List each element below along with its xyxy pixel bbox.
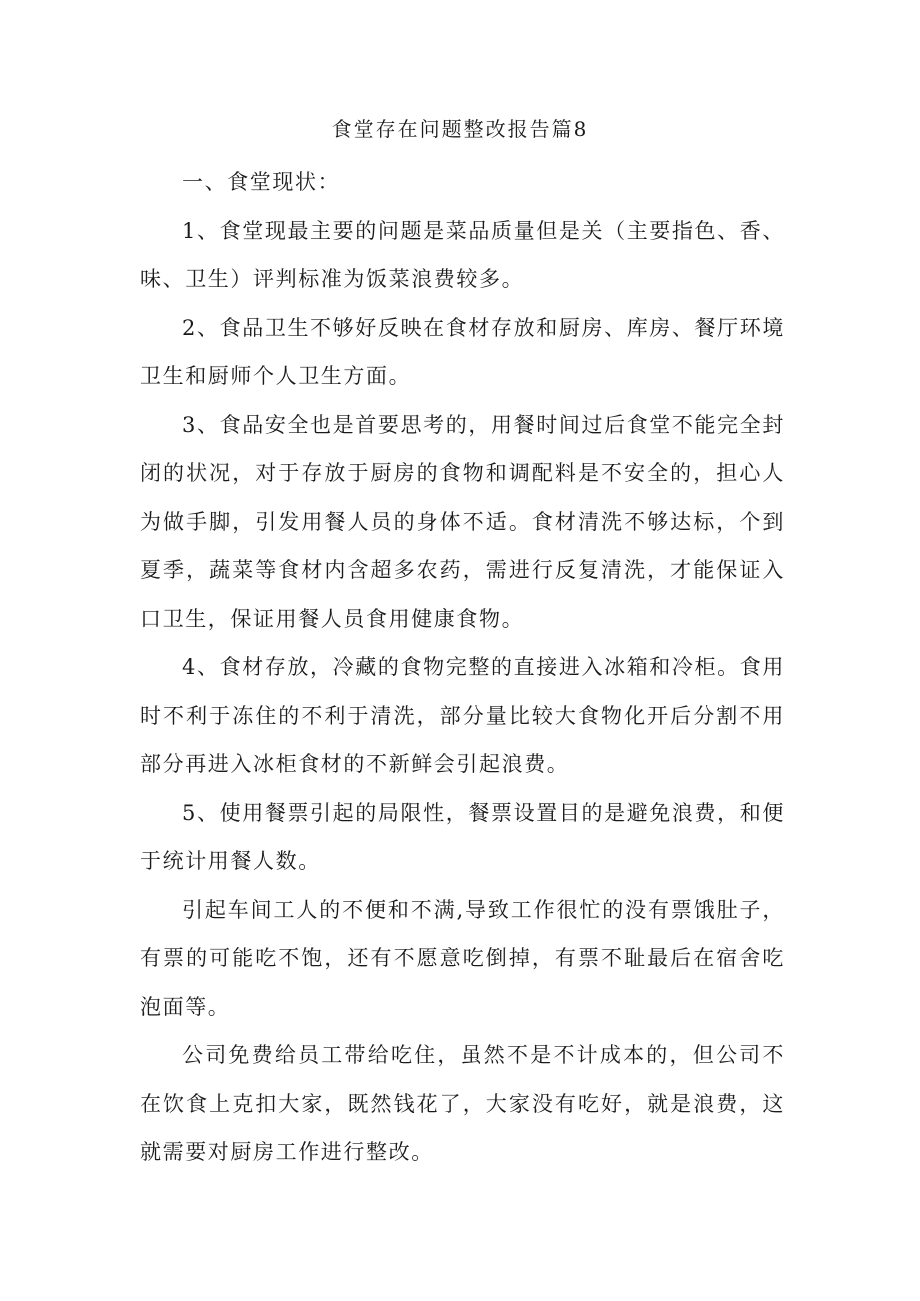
- paragraph-consequence: 引起车间工人的不便和不满,导致工作很忙的没有票饿肚子，有票的可能吃不饱，还有不愿意吃倒掉，有票不耻最后在宿舍吃泡面等。: [140, 897, 785, 1019]
- document-title: 食堂存在问题整改报告篇8: [331, 117, 589, 141]
- document-body: [140, 158, 785, 1177]
- paragraph-item-2: 2、食品卫生不够好反映在食材存放和厨房、库房、餐厅环境卫生和厨师个人卫生方面。: [140, 315, 785, 388]
- paragraph-item-1: 1、食堂现最主要的问题是菜品质量但是关（主要指色、香、味、卫生）评判标准为饭菜浪费较多。: [140, 218, 785, 291]
- paragraph-item-5: 5、使用餐票引起的局限性，餐票设置目的是避免浪费，和便于统计用餐人数。: [140, 800, 785, 873]
- section-heading-current-status: 一、食堂现状：: [182, 170, 341, 194]
- paragraph-conclusion: 公司免费给员工带给吃住，虽然不是不计成本的，但公司不在饮食上克扣大家，既然钱花了，大家没有吃好，就是浪费，这就需要对厨房工作进行整改。: [140, 1043, 785, 1164]
- paragraph-item-3: 3、食品安全也是首要思考的，用餐时间过后食堂不能完全封闭的状况，对于存放于厨房的食物和调配料是不安全的，担心人为做手脚，引发用餐人员的身体不适。食材清洗不够达标，个到夏季，蔬菜等食材内含超多农药，需进行反复清洗，才能保证入口卫生，保证用餐人员食用健康食物。: [140, 412, 785, 631]
- paragraph-item-4: 4、食材存放，冷藏的食物完整的直接进入冰箱和冷柜。食用时不利于冻住的不利于清洗，部分量比较大食物化开后分割不用部分再进入冰柜食材的不新鲜会引起浪费。: [140, 655, 785, 776]
